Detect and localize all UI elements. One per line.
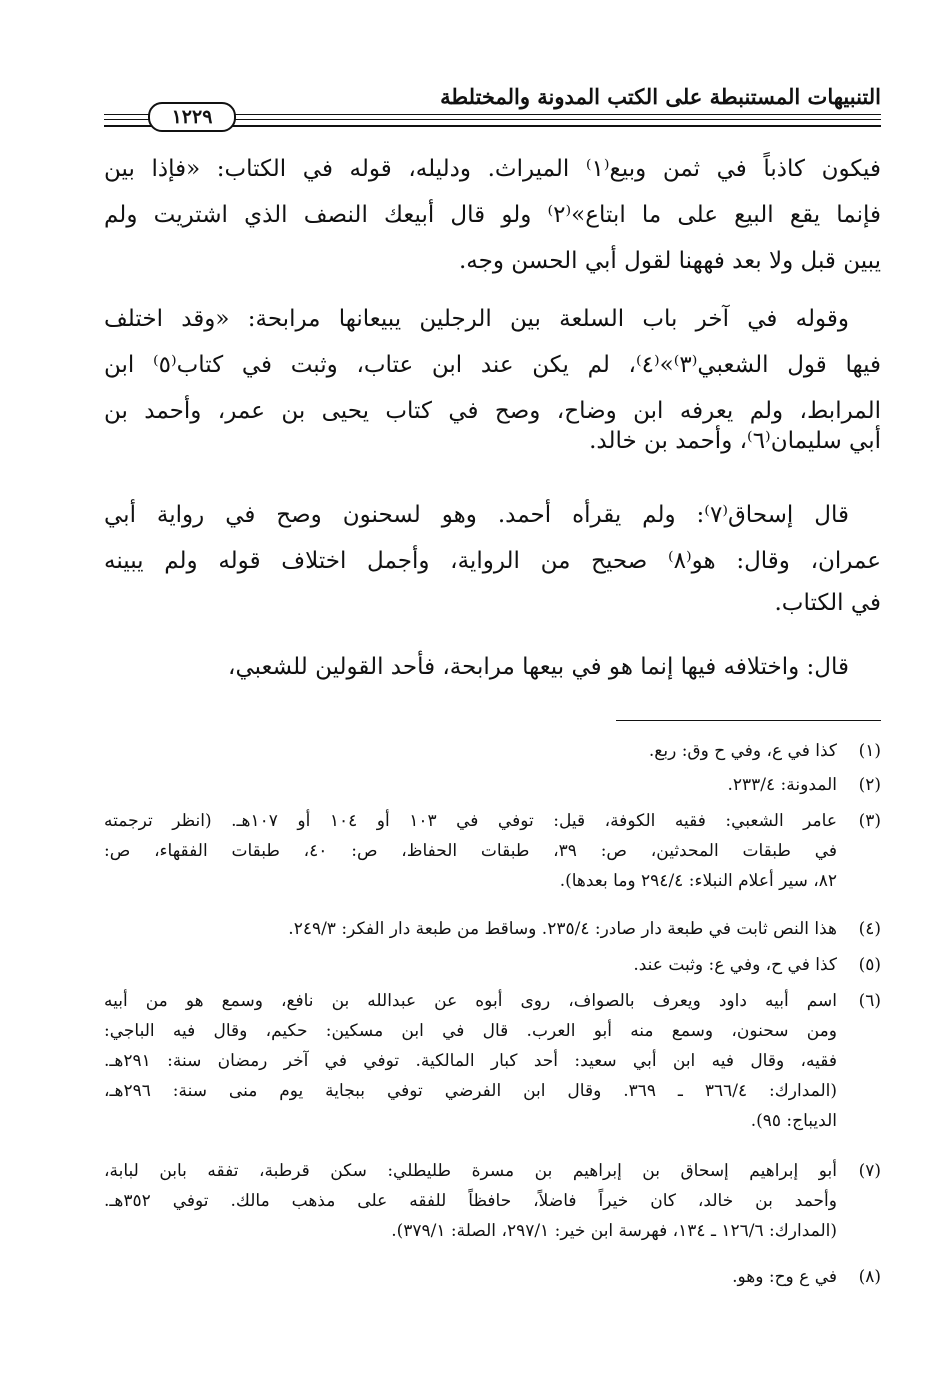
body-line: أبي سليمان⁽٦⁾، وأحمد بن خالد. [589, 428, 881, 454]
footnote-text: اسم أبيه داود ويعرف بالصواف، روى أبوه عن عبدالله بن نافع، وسمع هو من أبيه [104, 991, 837, 1011]
page-number: ١٢٢٩ [171, 106, 213, 128]
footnote-text: ٨٢، سير أعلام النبلاء: ٢٩٤/٤ وما بعدها). [559, 871, 837, 891]
page-number-badge [148, 102, 236, 132]
body-line: فيها قول الشعبي⁽٣⁾»⁽٤⁾، لم يكن عند ابن عتاب، وثبت في كتاب⁽٥⁾ ابن [104, 352, 881, 378]
body-line: يبين قبل ولا بعد فههنا لقول أبي الحسن وجه. [458, 248, 881, 274]
footnote-text: (المدارك: ٣٦٦/٤ ـ ٣٦٩. وقال ابن الفرضي توفي ببجاية يوم منى سنة: ٢٩٦هـ، [104, 1081, 837, 1101]
footnote-number: (١) [858, 741, 881, 761]
footnote-number: (٦) [858, 991, 881, 1011]
body-line: قال إسحاق⁽٧⁾: ولم يقرأه أحمد. وهو لسحنون وصح في رواية أبي [104, 502, 849, 528]
footnote-number: (٧) [858, 1161, 881, 1181]
footnote-text: كذا في ع، وفي ح وق: ربع. [648, 741, 837, 761]
footnote-text: الديباج: ٩٥). [750, 1111, 837, 1131]
footnote-number: (٨) [858, 1267, 881, 1287]
body-line: فإنما يقع البيع على ما ابتاع»⁽٢⁾ ولو قال أبيعك النصف الذي اشتريت ولم [104, 202, 881, 228]
footnote-number: (٢) [858, 775, 881, 795]
body-line: المرابط، ولم يعرفه ابن وضاح، وصح في كتاب يحيى بن عمر، وأحمد بن [104, 398, 881, 424]
running-header-title: التنبيهات المستنبطة على الكتب المدونة والمختلطة [440, 84, 881, 109]
body-line: قال: واختلافه فيها إنما هو في بيعها مرابحة، فأحد القولين للشعبي، [228, 654, 849, 680]
footnote-text: وأحمد بن خالد، كان خيراً فاضلاً، حافظاً للفقه على مذهب مالك. توفي ٣٥٢هـ. [104, 1191, 837, 1211]
footnote-text: ومن سحنون، وسمع منه أبو العرب. قال في ابن مسكين: حكيم، وقال فيه الباجي: [104, 1021, 837, 1041]
footnote-text: عامر الشعبي: فقيه الكوفة، قيل: توفي في ١٠٣ أو ١٠٤ أو ١٠٧هـ. (انظر ترجمته [104, 811, 837, 831]
footnote-text: كذا في ح، وفي ع: وثبت عند. [633, 955, 837, 975]
body-line: فيكون كاذباً في ثمن وبيع⁽١⁾ الميراث. ودليله، قوله في الكتاب: «فإذا بين [104, 156, 881, 182]
footnote-separator [616, 720, 881, 721]
footnote-text: هذا النص ثابت في طبعة دار صادر: ٢٣٥/٤. وساقط من طبعة دار الفكر: ٢٤٩/٣. [288, 919, 837, 939]
body-line: عمران، وقال: هو⁽٨⁾ صحيح من الرواية، وأجمل اختلاف قوله ولم يبينه [104, 548, 881, 574]
footnote-text: في طبقات المحدثين، ص: ٣٩، طبقات الحفاظ، ص: ٤٠، طبقات الفقهاء، ص: [104, 841, 837, 861]
footnote-text: أبو إبراهيم إسحاق بن إبراهيم بن مسرة طليطلي: سكن قرطبة، تفقه بابن لبابة، [104, 1161, 837, 1181]
body-line: في الكتاب. [774, 590, 881, 616]
footnote-text: في ع وح: وهو. [732, 1267, 837, 1287]
footnote-text: فقيه، وقال فيه ابن أبي سعيد: أحد كبار المالكية. توفي في آخر رمضان سنة: ٢٩١هـ. [104, 1051, 837, 1071]
footnote-number: (٤) [858, 919, 881, 939]
footnote-text: (المدارك: ١٢٦/٦ ـ ١٣٤، فهرسة ابن خير: ٢٩٧/١، الصلة: ٣٧٩/١). [391, 1221, 837, 1241]
body-line: وقوله في آخر باب السلعة بين الرجلين يبيعانها مرابحة: «وقد اختلف [104, 306, 849, 332]
footnote-number: (٥) [858, 955, 881, 975]
footnote-text: المدونة: ٢٣٣/٤. [727, 775, 837, 795]
footnote-number: (٣) [858, 811, 881, 831]
